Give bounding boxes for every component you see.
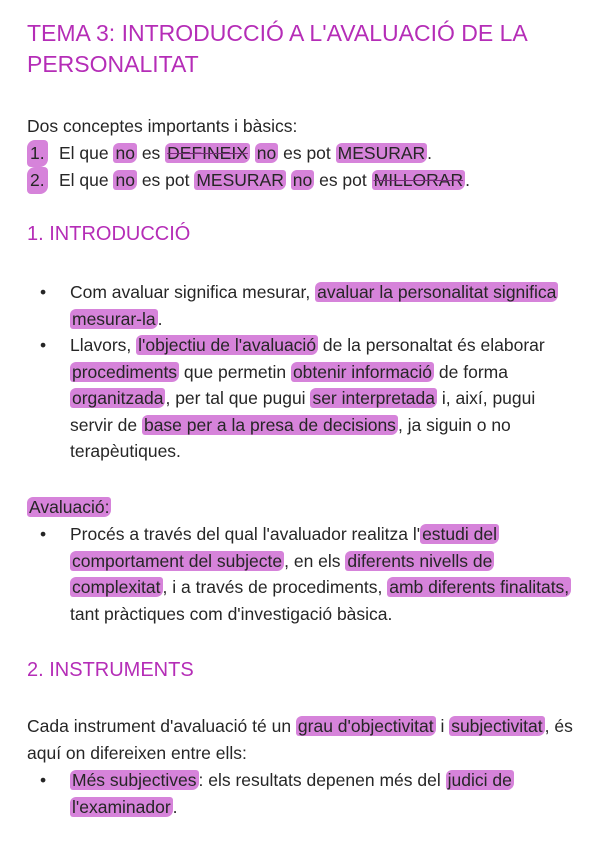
highlight: procediments: [72, 361, 178, 382]
bullet-icon: •: [40, 524, 47, 544]
section-heading-instruments: 2. INSTRUMENTS: [27, 659, 194, 681]
bullet-icon: •: [40, 770, 47, 790]
section-heading-introduccio: 1. INTRODUCCIÓ: [27, 223, 191, 245]
avaluacio-label: Avaluació:: [29, 497, 110, 517]
text: El que: [59, 170, 114, 190]
highlight: amb diferents finalitats,: [389, 577, 570, 597]
text: es: [136, 143, 166, 163]
highlight: no: [115, 143, 135, 163]
text: Llavors,: [70, 335, 137, 355]
text: , ja siguin o no terapèutiques.: [70, 414, 511, 461]
text: .: [172, 796, 178, 817]
text: que permetin: [179, 361, 291, 382]
highlight: l'objectiu de l'avaluació: [138, 335, 317, 355]
avaluacio-label-line: [27, 494, 587, 521]
list-item: [27, 167, 587, 194]
text: , és aquí on difereixen entre ells:: [27, 716, 573, 763]
text: .: [465, 170, 470, 190]
highlight: diferents nivells de complexitat: [72, 550, 493, 597]
text: es pot: [314, 170, 372, 190]
highlight: organitzada: [72, 388, 164, 408]
text: tant pràctiques com d'investigació bàsica.: [70, 603, 393, 624]
text: de la personaltat és elaborar: [318, 335, 545, 355]
highlight: MESURAR: [196, 170, 284, 190]
list-item: [40, 521, 580, 627]
highlight: no: [256, 143, 277, 163]
text: : els resultats depenen més del: [198, 770, 446, 790]
text: , per tal que pugui: [165, 388, 311, 408]
highlight: grau d'objectivitat: [297, 716, 434, 736]
list-item: [40, 767, 580, 820]
text: El que: [59, 143, 114, 163]
text: de forma: [434, 361, 508, 382]
text: , en els: [284, 550, 346, 571]
text: Procés a través del qual l'avaluador realitza l': [70, 524, 421, 544]
text: Cada instrument d'avaluació té un: [27, 716, 296, 736]
highlight: estudi del comportament del subjecte: [72, 524, 497, 571]
text: i: [435, 716, 450, 736]
highlight: avaluar la personalitat significa mesurar-la: [72, 282, 557, 329]
bullet-icon: •: [40, 282, 47, 302]
list-item: [27, 140, 587, 167]
text: i, així, pugui servir de: [70, 388, 536, 435]
highlight: obtenir informació: [292, 361, 433, 382]
highlight: ser interpretada: [312, 388, 436, 408]
instruments-bullets: [40, 767, 580, 820]
intro-numbered-list: [27, 140, 587, 194]
list-number: 1.: [27, 140, 48, 167]
text: es pot: [136, 170, 195, 190]
page-title: TEMA 3: INTRODUCCIÓ A L'AVALUACIÓ DE LA PERSONALITAT: [27, 20, 527, 77]
intro-lead: Dos conceptes importants i bàsics:: [27, 116, 298, 136]
highlight: judici de l'examinador: [72, 770, 512, 817]
introduccio-bullets: [40, 279, 580, 465]
list-item: [40, 332, 580, 465]
highlight: base per a la presa de decisions: [143, 414, 396, 435]
text: .: [157, 308, 163, 329]
text: .: [427, 143, 433, 163]
avaluacio-bullets: [40, 521, 580, 627]
highlight: MILLORAR: [373, 170, 464, 190]
list-item: [40, 279, 580, 332]
bullet-icon: •: [40, 335, 47, 355]
highlight: subjectivitat: [451, 716, 543, 736]
highlight: DEFINEIX: [167, 143, 248, 163]
text: Com avaluar significa mesurar,: [70, 282, 316, 302]
highlight: no: [115, 170, 135, 190]
list-number: 2.: [27, 167, 48, 194]
highlight: MESURAR: [337, 143, 426, 163]
text: , i a través de procediments,: [162, 577, 388, 597]
highlight: no: [292, 170, 313, 190]
text: es pot: [278, 143, 336, 163]
highlight: Més subjectives: [72, 770, 197, 790]
instruments-paragraph: [27, 713, 587, 767]
